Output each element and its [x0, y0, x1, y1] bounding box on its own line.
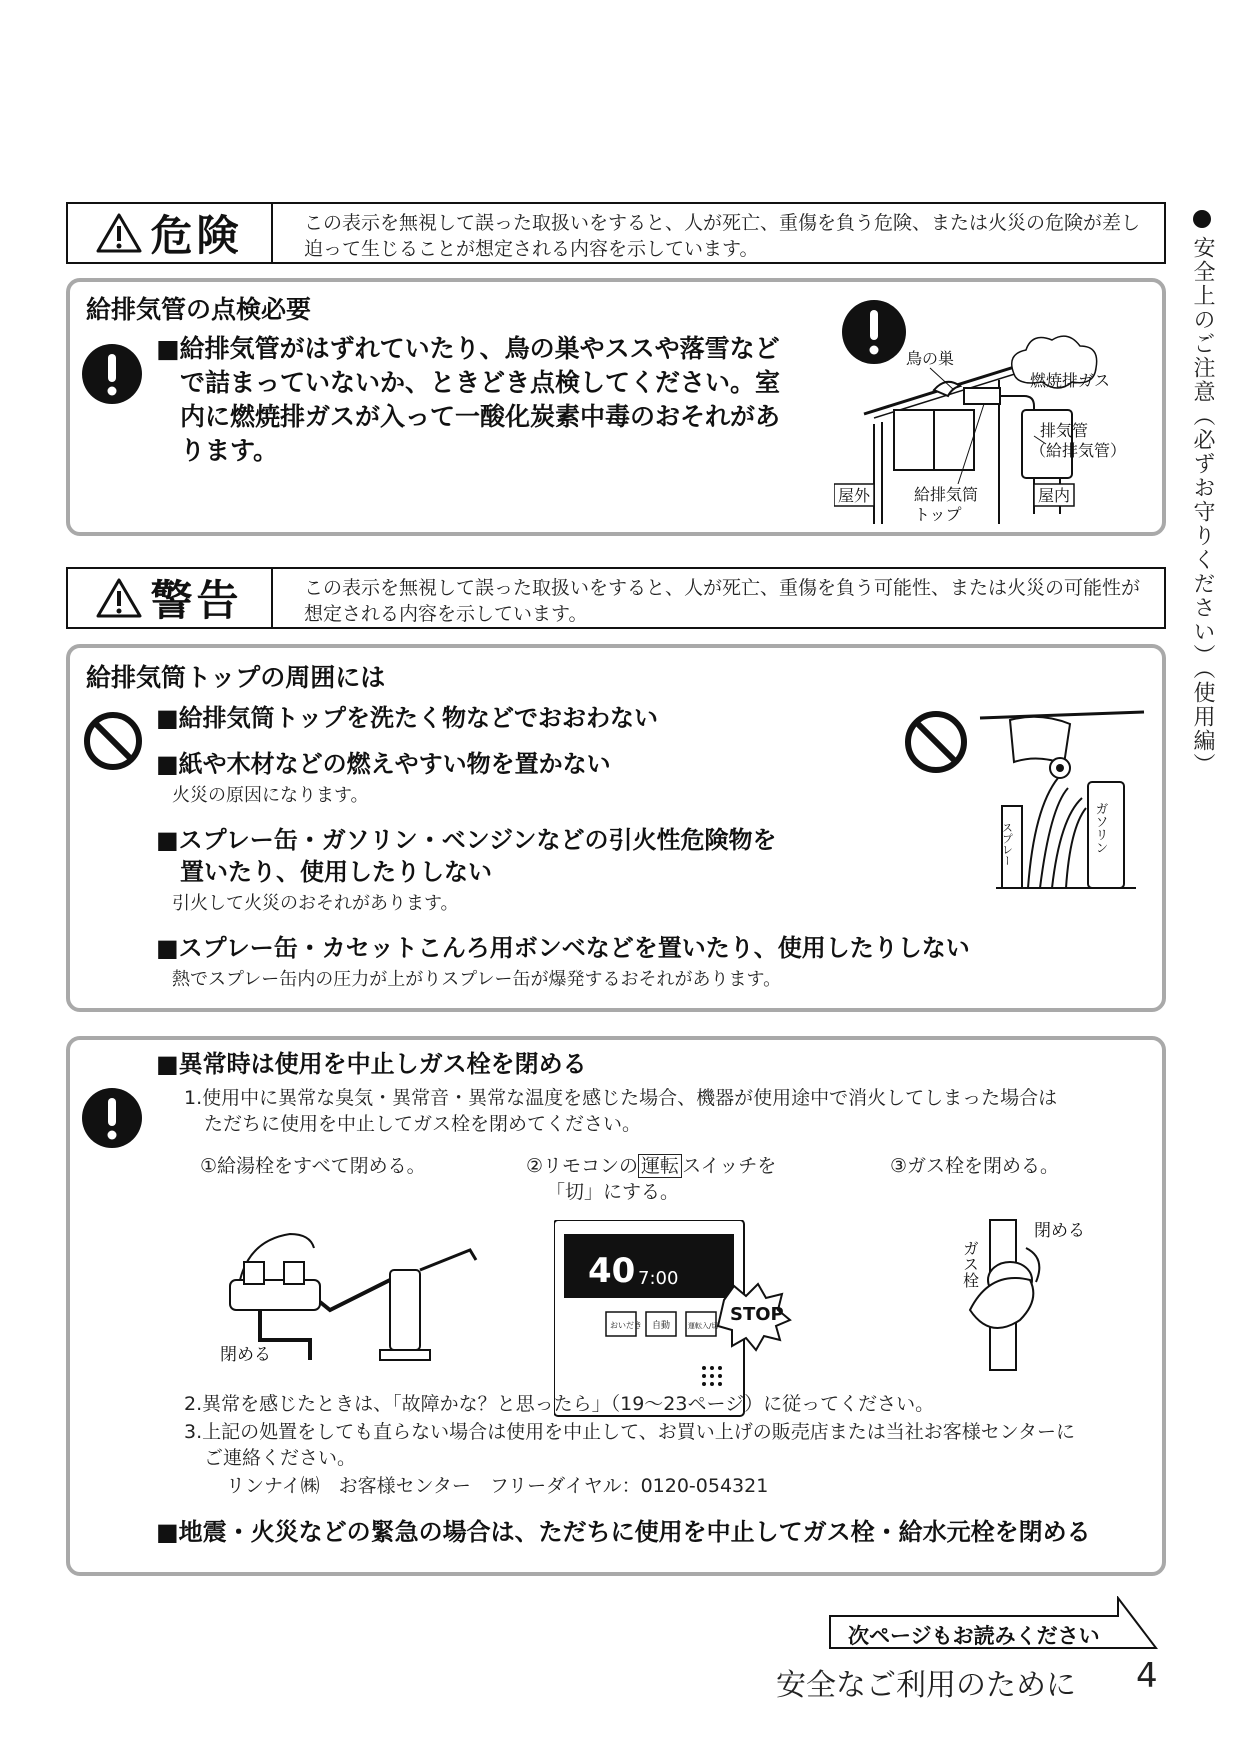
stop-callout: STOP	[730, 1304, 784, 1325]
substep-2-label: ②リモコンの 運転 スイッチを	[526, 1155, 777, 1177]
bird-nest-label: 鳥の巣	[906, 349, 955, 368]
gas-valve-label: ガス栓	[960, 1240, 980, 1288]
emergency-step-2: 2.異常を感じたときは、「故障かな？と思ったら」（19～23ページ）に従ってください。	[184, 1393, 935, 1415]
flue-top-item-2: ■紙や木材などの燃えやすい物を置かない	[156, 750, 611, 778]
footer-title: 安全なご利用のために	[776, 1668, 1076, 1703]
spray-label: スプレー	[1000, 822, 1014, 866]
prohibition-icon	[82, 710, 144, 772]
substep-3-label: ③ガス栓を閉める。	[890, 1155, 1060, 1177]
emergency-step-3-line-2: ご連絡ください。	[204, 1447, 357, 1469]
flue-top-section	[66, 644, 1166, 1012]
gasoline-label: ガソリン	[1092, 802, 1108, 854]
page-number: 4	[1136, 1656, 1158, 1696]
warning-label-cell	[68, 569, 273, 627]
flue-top-label-1: 給排気筒	[914, 485, 979, 504]
run-switch-word: 運転	[638, 1154, 682, 1178]
customer-center-contact: リンナイ㈱ お客様センター フリーダイヤル：0120-054321	[226, 1475, 769, 1497]
emergency-step-1-line-2: ただちに使用を中止してガス栓を閉めてください。	[204, 1113, 642, 1135]
flue-top-item-1: ■給排気筒トップを洗たく物などでおおわない	[156, 704, 658, 732]
flue-top-label-2: トップ	[914, 505, 962, 524]
flue-check-title: 給排気管の点検必要	[86, 295, 312, 324]
exhaust-gas-label: 燃焼排ガス	[1030, 371, 1111, 390]
emergency-step-3-line-1: 3.上記の処置をしても直らない場合は使用を中止して、お買い上げの販売店または当社お客様センターに	[184, 1421, 1075, 1443]
flue-pipe-illustration	[834, 294, 1154, 530]
remote-temp-display: 40	[588, 1251, 636, 1291]
danger-header	[66, 202, 1166, 264]
next-page-text: 次ページもお読みください	[848, 1624, 1100, 1648]
flue-top-item-4: ■スプレー缶・カセットこんろ用ボンベなどを置いたり、使用したりしない	[156, 934, 970, 962]
flammables-illustration	[900, 706, 1150, 906]
bullet-dot-icon	[1193, 210, 1211, 228]
emergency-step-1-line-1: 1.使用中に異常な臭気・異常音・異常な温度を感じた場合、機器が使用途中で消火してしまった場合は	[184, 1087, 1058, 1109]
danger-description: この表示を無視して誤った取扱いをすると、人が死亡、重傷を負う危険、または火災の危険が差し迫って生じることが想定される内容を示しています。	[304, 212, 1141, 260]
reheat-button-label: おいだき	[610, 1321, 642, 1330]
flue-check-line-3: 内に燃焼排ガスが入って一酸化炭素中毒のおそれがあ	[180, 402, 781, 431]
indoor-label: 屋内	[1038, 486, 1071, 505]
remote-controller-illustration	[554, 1220, 804, 1420]
mandatory-action-icon	[80, 342, 144, 406]
power-button-label: 運転入/切	[688, 1322, 719, 1330]
side-section-label: 安全上のご注意（必ずお守りください）（使用編）	[1190, 236, 1215, 777]
flue-check-section	[66, 278, 1166, 536]
flue-top-item-4-note: 熱でスプレー缶内の圧力が上がりスプレー缶が爆発するおそれがあります。	[172, 969, 782, 990]
flue-top-item-3-line-2: 置いたり、使用したりしない	[180, 858, 492, 886]
warning-header	[66, 567, 1166, 629]
warning-triangle-icon	[96, 212, 142, 254]
warning-label: 警告	[150, 576, 243, 625]
warning-triangle-icon	[96, 577, 142, 619]
exhaust-pipe-label: 排気管	[1040, 421, 1089, 440]
exhaust-pipe-sub-label: （給排気管）	[1030, 441, 1127, 460]
side-section-tab	[1178, 210, 1218, 777]
outdoor-label: 屋外	[838, 486, 871, 505]
danger-label-cell	[68, 204, 273, 262]
flue-check-line-4: ります。	[180, 436, 279, 465]
flue-check-line-1: ■給排気管がはずれていたり、鳥の巣やススや落雪など	[156, 334, 780, 363]
emergency-title: ■異常時は使用を中止しガス栓を閉める	[156, 1050, 587, 1078]
substep-2-line-2: 「切」にする。	[546, 1181, 680, 1203]
flue-top-item-2-note: 火災の原因になります。	[172, 785, 369, 806]
gas-valve-illustration	[930, 1200, 1130, 1380]
earthquake-instruction: ■地震・火災などの緊急の場合は、ただちに使用を中止してガス栓・給水元栓を閉める	[156, 1518, 1091, 1546]
substep-1-label: ①給湯栓をすべて閉める。	[200, 1155, 426, 1177]
warning-description: この表示を無視して誤った取扱いをすると、人が死亡、重傷を負う可能性、または火災の可能性が想定される内容を示しています。	[304, 577, 1141, 625]
next-page-notice	[828, 1596, 1158, 1648]
mandatory-action-icon	[80, 1086, 144, 1150]
close-faucet-label: 閉める	[220, 1345, 271, 1365]
danger-label: 危険	[150, 211, 243, 260]
faucet-illustration	[220, 1210, 530, 1370]
remote-time-display: 7:00	[638, 1268, 679, 1289]
close-valve-label: 閉める	[1034, 1221, 1085, 1241]
emergency-section	[66, 1036, 1166, 1576]
flue-top-item-3-line-1: ■スプレー缶・ガソリン・ベンジンなどの引火性危険物を	[156, 826, 777, 854]
flue-top-title: 給排気筒トップの周囲には	[86, 663, 386, 692]
flue-top-item-3-note: 引火して火災のおそれがあります。	[172, 893, 459, 914]
flue-check-line-2: で詰まっていないか、ときどき点検してください。室	[180, 368, 781, 397]
auto-button-label: 自動	[652, 1321, 671, 1331]
